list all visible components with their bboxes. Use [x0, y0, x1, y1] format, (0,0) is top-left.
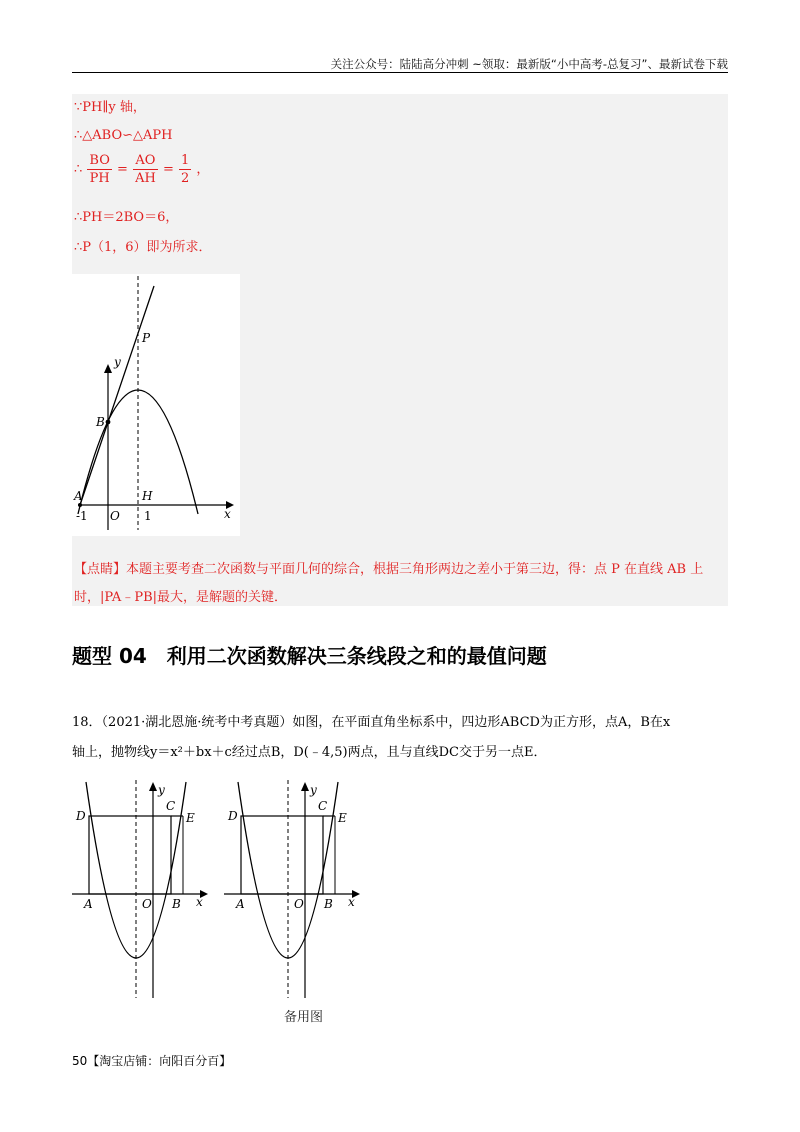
- label-x: x: [196, 895, 203, 909]
- label-minus-one: -1: [76, 509, 88, 523]
- label-b: B: [96, 415, 105, 429]
- figure2-backup: [224, 780, 360, 998]
- label-y: y: [114, 355, 121, 369]
- fraction-one-half: [179, 152, 191, 187]
- section-title: 题型 04 利用二次函数解决三条线段之和的最值问题: [72, 644, 547, 668]
- figure-square-parabola: [66, 776, 366, 1006]
- label-e: E: [186, 811, 195, 825]
- comment-note: [74, 556, 726, 612]
- fraction-denominator: PH: [89, 171, 110, 186]
- page-header: 关注公众号：陆陆高分冲刺 ~领取：最新版“小中高考-总复习”、最新试卷下载: [330, 57, 728, 71]
- comment-tag: 【点睛】: [74, 562, 127, 577]
- equals-sign: =: [162, 162, 174, 177]
- label-a: A: [84, 897, 93, 911]
- figure2-main: [72, 780, 208, 998]
- y-axis-arrow: [104, 364, 112, 373]
- square-abcd: [89, 816, 171, 894]
- label-h: H: [142, 489, 153, 503]
- line-ab: [80, 286, 154, 505]
- fraction-numerator: 1: [180, 153, 190, 168]
- figure-parabola-line: [72, 274, 240, 536]
- label-o: O: [142, 897, 152, 911]
- solution-block: [72, 94, 728, 606]
- point-b: [106, 420, 111, 425]
- square-abcd: [241, 816, 323, 894]
- solution-line-3: [74, 152, 209, 187]
- fraction-denominator: AH: [135, 171, 156, 186]
- solution-line-4: ∴PH＝2BO＝6，: [74, 210, 179, 225]
- label-x: x: [224, 507, 231, 521]
- comma: ，: [196, 162, 210, 177]
- label-y: y: [310, 783, 317, 797]
- figure1-svg: [72, 274, 240, 536]
- figure2-svg: [66, 776, 366, 1006]
- shop-name: 【淘宝店铺：向阳百分百】: [87, 1054, 232, 1068]
- solution-line-2: ∴△ABO∽△APH: [74, 128, 173, 143]
- label-o: O: [294, 897, 304, 911]
- label-b: B: [172, 897, 181, 911]
- y-axis-arrow: [301, 782, 309, 791]
- page-footer: [72, 1052, 231, 1069]
- label-a: A: [236, 897, 245, 911]
- label-x: x: [348, 895, 355, 909]
- header-rule: [72, 72, 728, 73]
- problem-line-1: [72, 708, 732, 738]
- figure-caption: 备用图: [284, 1010, 324, 1025]
- label-a: A: [74, 489, 83, 503]
- label-b: B: [324, 897, 333, 911]
- problem-text-1: 如图，在平面直角坐标系中，四边形ABCD为正方形，点A，B在x: [292, 715, 671, 730]
- label-c: C: [166, 799, 176, 813]
- point-a: [78, 503, 82, 507]
- fraction-ao-ah: [133, 152, 158, 187]
- comment-text: 本题主要考查二次函数与平面几何的综合，根据三角形两边之差小于第三边，得：点 P 在直线 AB 上时，|PA﹣PB|最大，是解题的关键．: [74, 562, 704, 605]
- solution-line-1: ∵PH∥y 轴，: [74, 100, 146, 115]
- page-number: 50: [72, 1054, 88, 1068]
- equals-sign: =: [117, 162, 128, 177]
- label-o: O: [110, 509, 120, 523]
- fraction-bo-ph: [87, 152, 111, 187]
- solution-line-5: ∴P（1，6）即为所求．: [74, 240, 212, 255]
- problem-line-2: 轴上，抛物线y＝x²＋bx＋c经过点B，D(﹣4,5)两点，且与直线DC交于另一点E．: [72, 745, 547, 760]
- fraction-numerator: BO: [89, 153, 110, 168]
- fraction-denominator: 2: [180, 171, 190, 186]
- problem-18: [72, 708, 732, 768]
- label-d: D: [228, 809, 238, 823]
- label-one: 1: [144, 509, 152, 523]
- y-axis-arrow: [149, 782, 157, 791]
- label-c: C: [318, 799, 328, 813]
- label-p: P: [142, 331, 151, 345]
- fraction-numerator: AO: [133, 152, 158, 170]
- problem-number: 18．: [72, 715, 102, 730]
- label-y: y: [158, 783, 165, 797]
- problem-source: （2021·湖北恩施·统考中考真题）: [101, 715, 293, 730]
- label-e: E: [338, 811, 347, 825]
- therefore-symbol: ∴: [74, 162, 83, 177]
- label-d: D: [76, 809, 86, 823]
